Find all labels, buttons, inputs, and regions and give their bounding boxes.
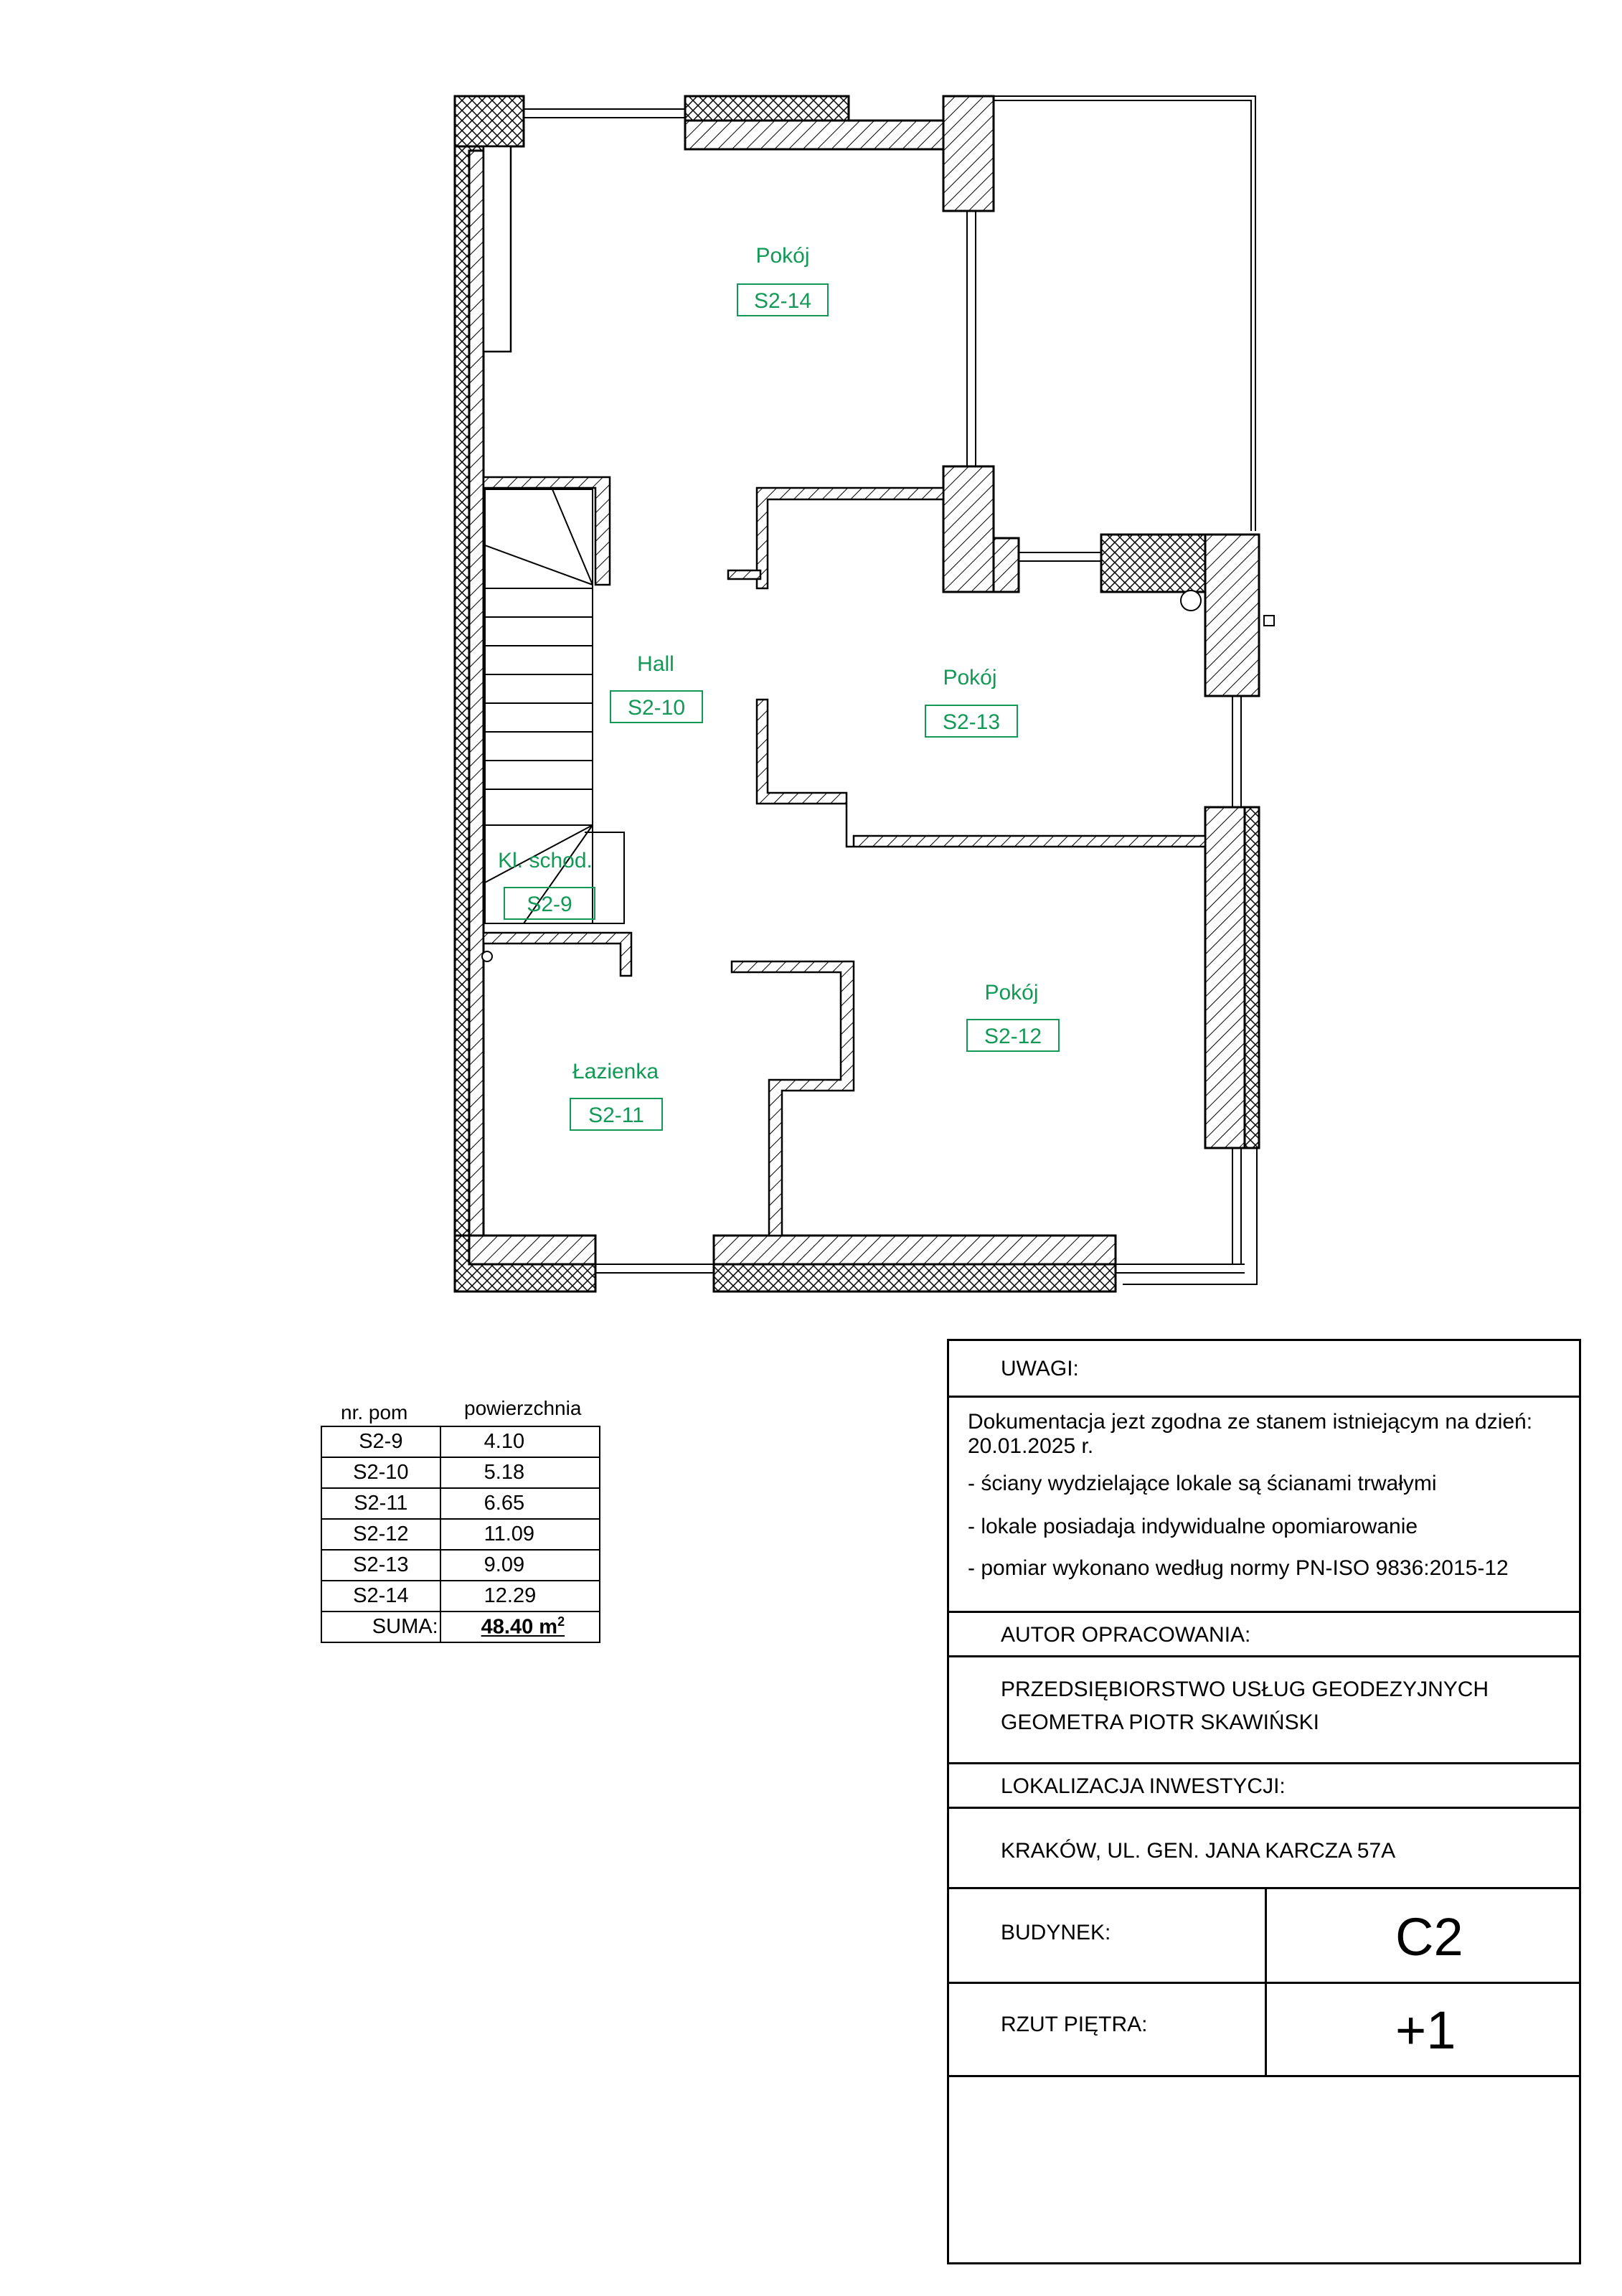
table-row: S2-9 4.10 (321, 1426, 600, 1457)
table-row: S2-13 9.09 (321, 1550, 600, 1581)
uwagi-label: UWAGI: (1001, 1357, 1079, 1380)
wall-top-right-corner (943, 96, 994, 211)
wall-pillar-mid (943, 466, 994, 592)
table-row: S2-10 5.18 (321, 1457, 600, 1488)
svg-text:Pokój: Pokój (755, 244, 810, 268)
room-label-s2-13 (925, 666, 1017, 737)
autor-line-2: GEOMETRA PIOTR SKAWIŃSKI (1001, 1711, 1319, 1734)
wall-top-left-corner (455, 96, 524, 146)
wall-top-center-inner (685, 121, 943, 149)
uwagi-row (949, 1341, 1579, 1398)
table-row: S2-12 11.09 (321, 1519, 600, 1550)
budynek-row (949, 1889, 1579, 1984)
svg-text:Hall: Hall (637, 652, 674, 676)
room-label-s2-11 (570, 1060, 662, 1130)
rzut-value: +1 (1395, 2000, 1456, 2060)
autor-label-row (949, 1613, 1579, 1657)
lokalizacja-value: KRAKÓW, UL. GEN. JANA KARCZA 57A (1001, 1839, 1396, 1863)
wall-bottom-left-inner (469, 1236, 595, 1264)
table-row: S2-14 12.29 (321, 1581, 600, 1612)
col-area-header: powierzchnia (464, 1397, 582, 1419)
sum-label: SUMA: (321, 1612, 440, 1642)
wall-bottom-center-inner (714, 1236, 1116, 1264)
svg-text:S2-14: S2-14 (753, 289, 812, 313)
area-table (321, 1397, 600, 1643)
lokalizacja-label-row (949, 1764, 1579, 1809)
autor-row (949, 1657, 1579, 1764)
svg-text:Kl. schod.: Kl. schod. (498, 849, 593, 872)
note-line-3: - ściany wydzielające lokale są ścianami trwałymi (968, 1472, 1437, 1495)
wall-pillar-mid-ext (994, 538, 1019, 592)
svg-text:Pokój: Pokój (984, 981, 1039, 1004)
svg-text:Pokój: Pokój (943, 666, 997, 690)
autor-label: AUTOR OPRACOWANIA: (1001, 1623, 1251, 1647)
svg-text:S2-13: S2-13 (942, 710, 1001, 734)
room-label-s2-10 (610, 652, 702, 723)
budynek-label: BUDYNEK: (1001, 1921, 1111, 1944)
title-block (947, 1339, 1581, 2264)
svg-text:S2-12: S2-12 (984, 1025, 1042, 1048)
note-line-5: - pomiar wykonano według normy PN-ISO 9836:2015-12 (968, 1556, 1509, 1580)
svg-text:S2-11: S2-11 (588, 1104, 644, 1127)
area-table-body (321, 1426, 600, 1643)
budynek-value: C2 (1395, 1907, 1463, 1967)
room-label-s2-14 (737, 244, 828, 316)
wall-east-upper (1205, 535, 1259, 696)
table-row: S2-11 6.65 (321, 1488, 600, 1519)
notes-row (949, 1398, 1579, 1613)
area-table-header (321, 1397, 600, 1426)
room-label-s2-9 (498, 849, 595, 919)
note-line-4: - lokale posiadaja indywidualne opomiarowanie (968, 1515, 1418, 1538)
wall-east-lower-outer (1245, 807, 1259, 1148)
rzut-row (949, 1984, 1579, 2077)
note-line-2: 20.01.2025 r. (968, 1434, 1094, 1458)
room-label-s2-12 (967, 981, 1059, 1051)
fixtures (482, 591, 1274, 961)
lokalizacja-row (949, 1809, 1579, 1889)
wall-top-center (685, 96, 849, 121)
note-line-1: Dokumentacja jezt zgodna ze stanem istniejącym na dzień: (968, 1410, 1533, 1434)
col-room-header: nr. pom (341, 1401, 408, 1424)
wall-left-inner (469, 151, 484, 1241)
svg-text:S2-9: S2-9 (527, 893, 572, 916)
svg-text:S2-10: S2-10 (627, 696, 686, 720)
sum-row (321, 1612, 600, 1642)
walls (455, 96, 1259, 1292)
svg-text:Łazienka: Łazienka (572, 1060, 659, 1083)
sum-value: 48.40 $m^2$ (440, 1612, 600, 1642)
rzut-label: RZUT PIĘTRA: (1001, 2013, 1148, 2036)
autor-line-1: PRZEDSIĘBIORSTWO USŁUG GEODEZYJNYCH (1001, 1678, 1489, 1701)
lokalizacja-label: LOKALIZACJA INWESTYCJI: (1001, 1774, 1286, 1798)
